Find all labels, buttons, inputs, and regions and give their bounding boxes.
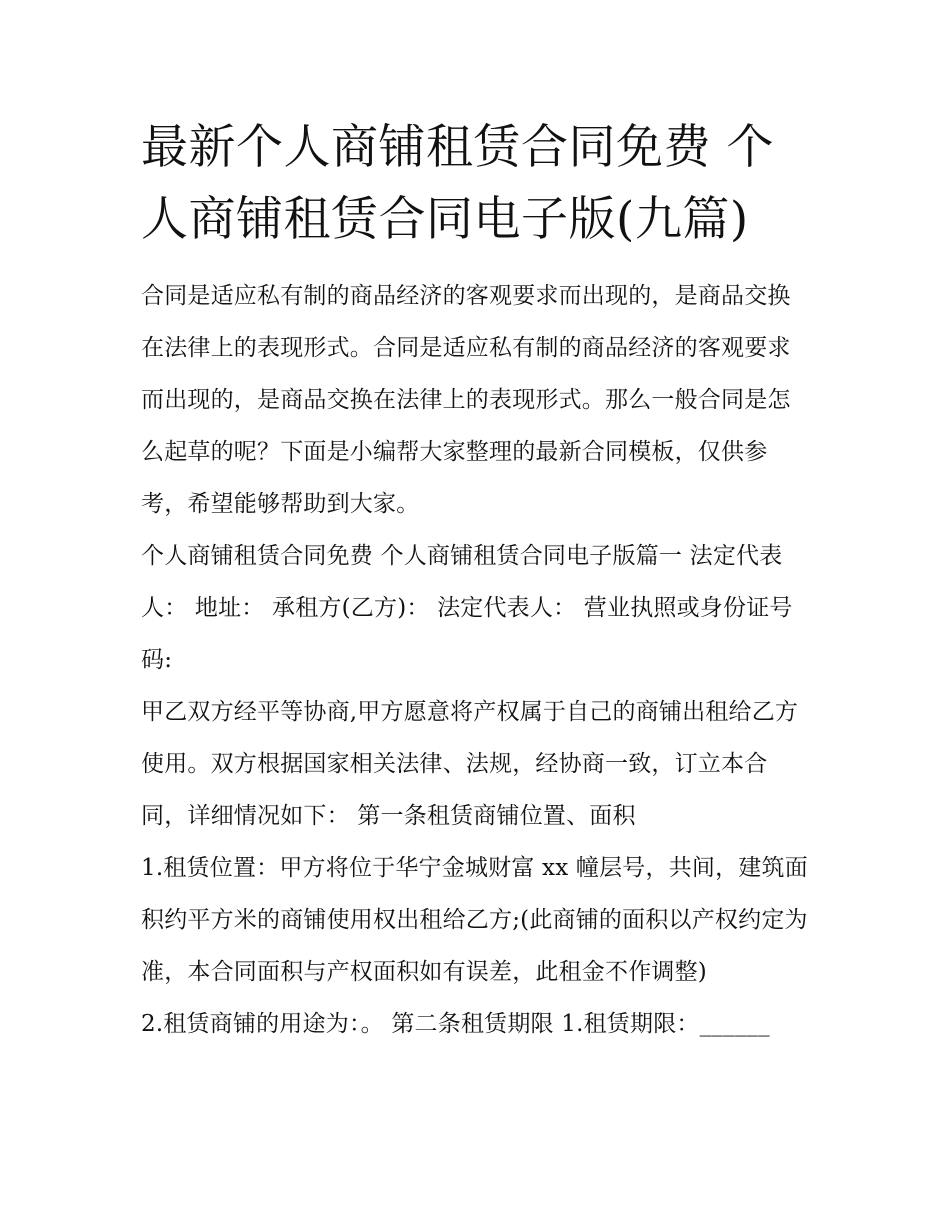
paragraph-usage: 2.租赁商铺的用途为：。 第二条租赁期限 1.租赁期限：______: [141, 1011, 770, 1037]
document-title: 最新个人商铺租赁合同免费 个人商铺租赁合同电子版(九篇): [141, 120, 774, 247]
paragraph-location: 1.租赁位置：甲方将位于华宁金城财富 xx 幢层号，共间，建筑面积约平方米的商铺使用权出租给乙方;(此商铺的面积以产权约定为准，本合同面积与产权面积如有误差，此租金不作调整): [141, 855, 808, 985]
paragraph-parties: 个人商铺租赁合同免费 个人商铺租赁合同电子版篇一 法定代表人： 地址： 承租方(乙方)： 法定代表人： 营业执照或身份证号码:: [141, 543, 793, 673]
paragraph-intro: 合同是适应私有制的商品经济的客观要求而出现的，是商品交换在法律上的表现形式。合同是适应私有制的商品经济的客观要求而出现的，是商品交换在法律上的表现形式。那么一般合同是怎么起草的呢？下面是小编帮大家整理的最新合同模板，仅供参考，希望能够帮助到大家。: [141, 283, 791, 517]
paragraph-agreement: 甲乙双方经平等协商,甲方愿意将产权属于自己的商铺出租给乙方使用。双方根据国家相关法律、法规，经协商一致，订立本合同，详细情况如下： 第一条租赁商铺位置、面积: [141, 699, 799, 829]
document-page: [141, 112, 813, 1050]
